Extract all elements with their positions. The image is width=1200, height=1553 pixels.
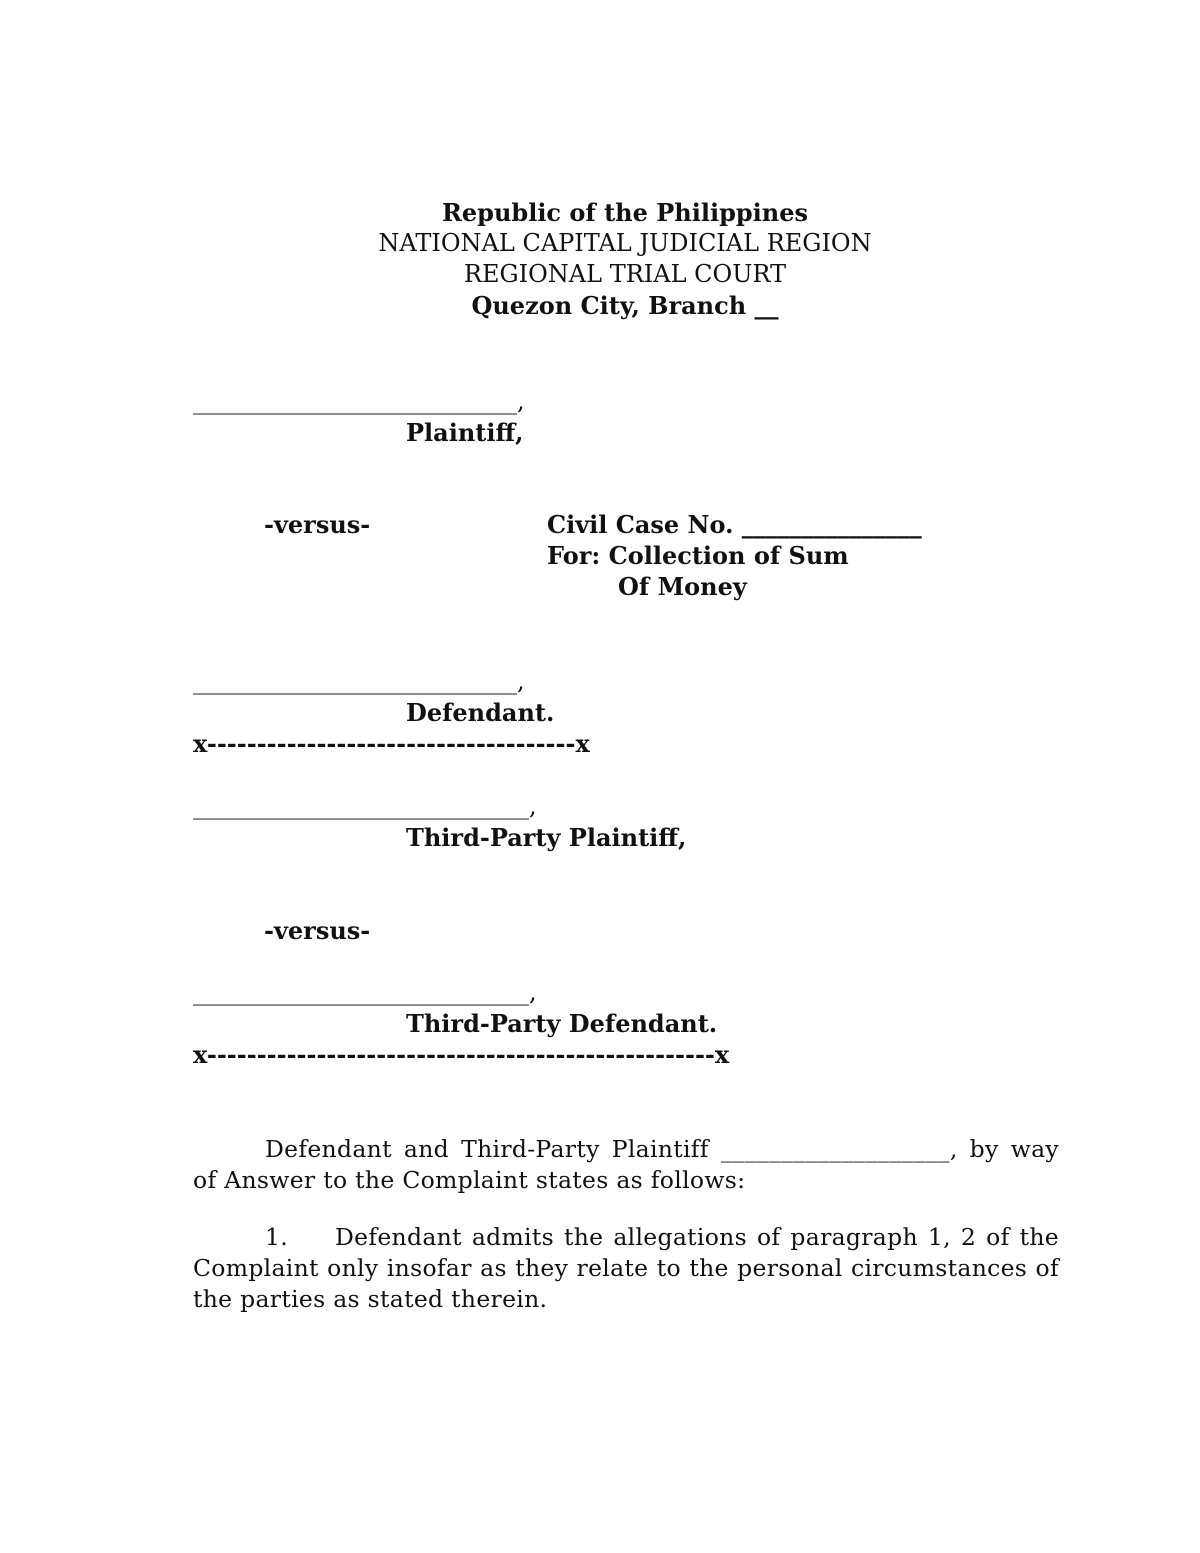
case-nature-line2: Of Money (618, 572, 747, 601)
header-republic: Republic of the Philippines (441, 198, 809, 227)
numbered-paragraph-1 (193, 1222, 1059, 1315)
caption-separator-1: x-------------------------------------x (193, 729, 590, 758)
paragraph-number: 1. (265, 1223, 289, 1251)
versus-label-1: -versus- (264, 510, 371, 539)
header-city-branch: Quezon City, Branch __ (471, 291, 779, 320)
header-court: REGIONAL TRIAL COURT (463, 260, 787, 288)
third-party-defendant-label: Third-Party Defendant. (406, 1009, 718, 1038)
defendant-label: Defendant. (406, 698, 555, 727)
civil-case-number: Civil Case No. _______________ (547, 510, 922, 539)
header-judicial-region: NATIONAL CAPITAL JUDICIAL REGION (378, 229, 872, 257)
answer-intro-paragraph: Defendant and Third-Party Plaintiff ___________________, by way of Answer to the Complaint states as follows: (193, 1135, 1059, 1194)
caption-separator-2: x---------------------------------------------------x (193, 1040, 730, 1069)
plaintiff-label: Plaintiff, (406, 418, 524, 447)
defendant-name-blank: ___________________________, (193, 667, 525, 695)
third-party-plaintiff-name-blank: ____________________________, (193, 792, 537, 820)
case-nature-line1: For: Collection of Sum (547, 541, 849, 570)
third-party-defendant-name-blank: ____________________________, (193, 978, 537, 1006)
paragraph-text: Defendant admits the allegations of paragraph 1, 2 of the Complaint only insofar as they relate to the personal circumstances of the parties as stated therein. (193, 1223, 1059, 1313)
third-party-plaintiff-label: Third-Party Plaintiff, (406, 823, 687, 852)
versus-label-2: -versus- (264, 916, 371, 945)
plaintiff-name-blank: ___________________________, (193, 387, 525, 415)
